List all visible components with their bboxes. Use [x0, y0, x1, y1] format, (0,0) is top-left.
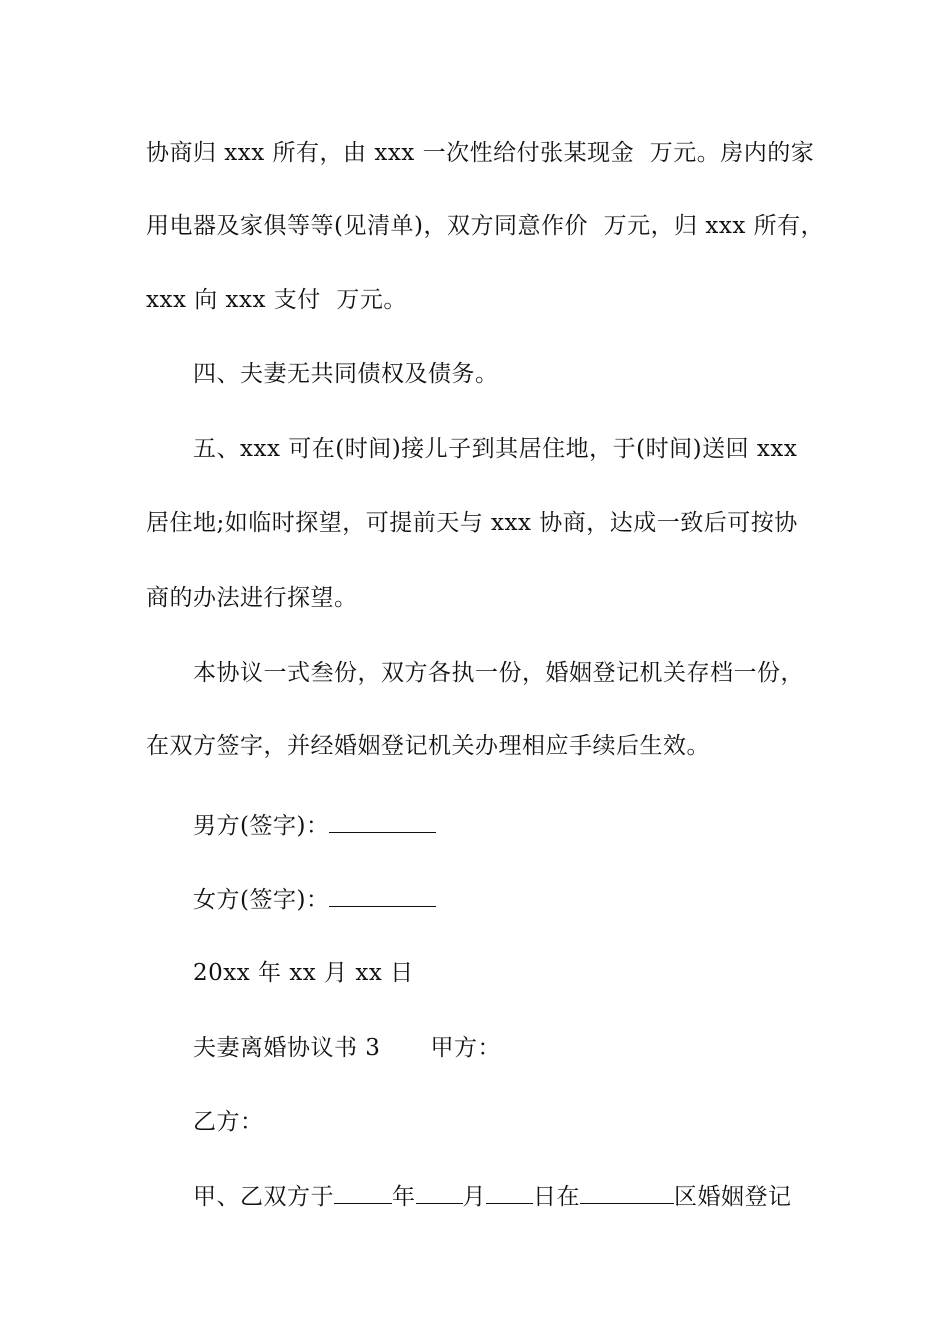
next-agreement-heading	[193, 1033, 501, 1063]
clause-five-line-2: 居住地;如临时探望，可提前天与 xxx 协商，达成一致后可按协	[146, 510, 798, 536]
clause-five-line-1: 五、xxx 可在(时间)接儿子到其居住地，于(时间)送回 xxx	[193, 436, 798, 462]
next-agreement-title: 夫妻离婚协议书 3	[193, 1035, 381, 1061]
body-line-1: 协商归 xxx 所有，由 xxx 一次性给付张某现金 万元。房内的家	[146, 140, 815, 166]
year-blank	[334, 1181, 392, 1204]
female-signature-line	[193, 884, 436, 915]
signing-date: 20xx 年 xx 月 xx 日	[193, 960, 414, 986]
clause-five-line-3: 商的办法进行探望。	[146, 585, 358, 611]
clause-four: 四、夫妻无共同债权及债务。	[193, 361, 499, 387]
copies-line-2: 在双方签字，并经婚姻登记机关办理相应手续后生效。	[146, 733, 710, 759]
female-signature-blank	[329, 884, 436, 907]
registration-text-1: 甲、乙双方于	[193, 1184, 334, 1210]
female-signature-label: 女方(签字)：	[193, 887, 330, 913]
male-signature-line	[193, 810, 436, 841]
day-blank	[486, 1181, 533, 1204]
party-b-label: 乙方：	[193, 1109, 264, 1135]
party-a-label: 甲方：	[430, 1035, 501, 1061]
copies-line-1: 本协议一式叁份，双方各执一份，婚姻登记机关存档一份，	[193, 660, 804, 686]
registration-text-5: 区婚姻登记	[674, 1184, 792, 1210]
district-blank	[580, 1181, 674, 1204]
male-signature-blank	[329, 810, 436, 833]
registration-text-4: 日在	[533, 1184, 580, 1210]
male-signature-label: 男方(签字)：	[193, 813, 330, 839]
registration-text-3: 月	[462, 1184, 486, 1210]
body-line-2: 用电器及家俱等等(见清单)，双方同意作价 万元，归 xxx 所有，	[146, 213, 825, 239]
registration-text-2: 年	[392, 1184, 416, 1210]
registration-line	[193, 1181, 792, 1212]
body-line-3: xxx 向 xxx 支付 万元。	[146, 287, 407, 313]
month-blank	[416, 1181, 463, 1204]
